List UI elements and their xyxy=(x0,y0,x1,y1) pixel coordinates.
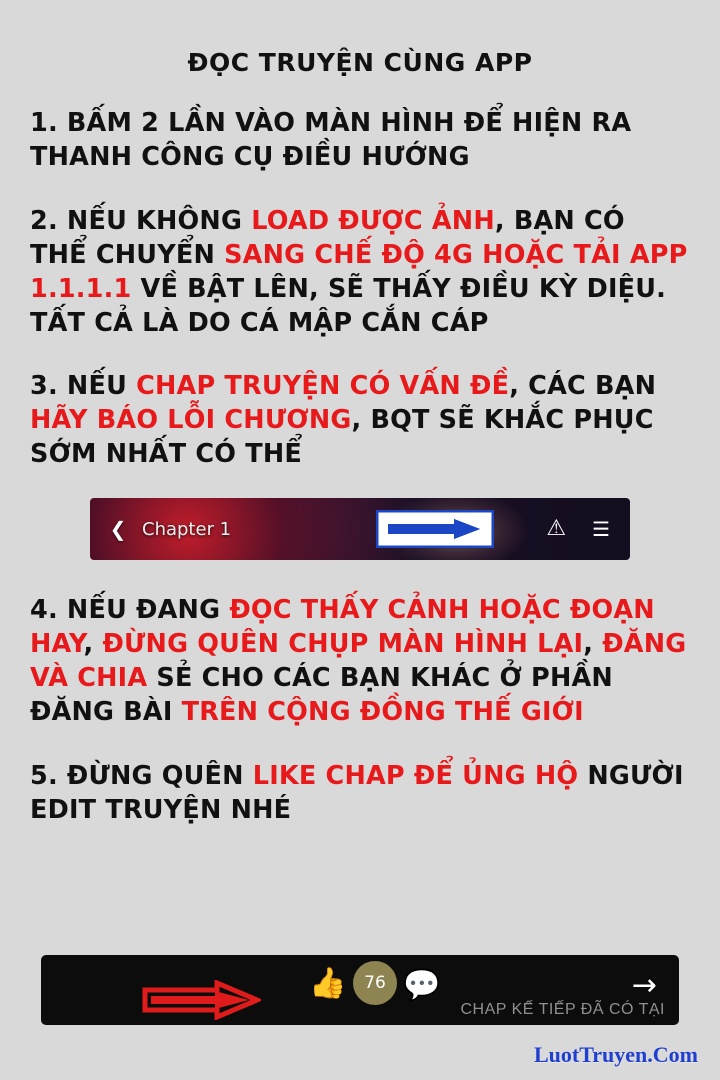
text-segment: ĐỪNG QUÊN CHỤP MÀN HÌNH LẠI xyxy=(102,629,584,660)
text-segment: , CÁC BẠN xyxy=(509,371,657,402)
warning-triangle-icon[interactable]: ⚠ xyxy=(546,516,567,542)
red-pointer-arrow xyxy=(141,980,261,1020)
text-segment: ĐĂNG VÀ CHIA xyxy=(30,629,687,693)
instruction-list-2 xyxy=(0,594,720,827)
text-segment: TRÊN CỘNG ĐỒNG THẾ GIỚI xyxy=(181,696,584,727)
next-chapter-note: CHAP KẾ TIẾP ĐÃ CÓ TẠI xyxy=(460,1001,665,1018)
text-segment: HÃY BÁO LỖI CHƯƠNG xyxy=(30,405,352,436)
thumbs-up-icon[interactable]: 👍 xyxy=(309,966,347,1001)
instruction-item-2 xyxy=(30,205,690,341)
instruction-item-5 xyxy=(30,760,690,828)
text-segment: ĐỌC THẤY CẢNH HOẶC ĐOẠN HAY xyxy=(30,595,655,660)
text-segment: , BQT SẼ KHẮC PHỤC SỚM NHẤT CÓ THỂ xyxy=(30,405,654,470)
chapter-label: Chapter 1 xyxy=(142,518,232,540)
text-segment: NGƯỜI EDIT TRUYỆN NHÉ xyxy=(30,760,684,825)
text-segment: 3. NẾU xyxy=(30,371,137,402)
text-segment: CHAP TRUYỆN CÓ VẤN ĐỀ xyxy=(136,371,510,402)
text-segment: 4. NẾU ĐANG xyxy=(30,595,230,626)
chapter-list-icon[interactable]: ☰ xyxy=(592,517,610,542)
instruction-list xyxy=(0,107,720,472)
bottom-toolbar xyxy=(41,955,679,1025)
arrow-right-icon[interactable]: → xyxy=(631,968,657,1003)
page-title: ĐỌC TRUYỆN CÙNG APP xyxy=(187,48,533,77)
text-segment: SANG CHẾ ĐỘ 4G HOẶC TẢI APP 1.1.1.1 xyxy=(30,239,688,304)
chevron-left-icon[interactable]: ❮ xyxy=(109,517,127,542)
chapter-toolbar xyxy=(90,498,630,560)
text-segment: , xyxy=(83,629,103,660)
instruction-item-1 xyxy=(30,107,690,175)
text-segment: 5. ĐỪNG QUÊN xyxy=(30,760,253,791)
text-segment: , xyxy=(583,629,603,660)
chapter-toolbar-illustration xyxy=(30,498,690,560)
text-segment: LIKE CHAP ĐỂ ỦNG HỘ xyxy=(252,760,579,791)
text-segment: 1. BẤM 2 LẦN VÀO MÀN HÌNH ĐỂ HIỆN RA THANH CÔNG CỤ ĐIỀU HƯỚNG xyxy=(30,108,632,172)
text-segment: 2. NẾU KHÔNG xyxy=(30,205,252,236)
like-count-badge: 76 xyxy=(353,961,397,1005)
blue-pointer-arrow xyxy=(376,510,494,548)
text-segment: SẺ CHO CÁC BẠN KHÁC Ở PHẦN ĐĂNG BÀI xyxy=(30,662,613,727)
site-watermark: LuotTruyen.Com xyxy=(534,1042,698,1067)
text-segment: VỀ BẬT LÊN, SẼ THẤY ĐIỀU KỲ DIỆU. TẤT CẢ LÀ DO CÁ MẬP CẮN CÁP xyxy=(30,273,667,338)
text-segment: , BẠN CÓ THỂ CHUYỂN xyxy=(30,205,625,270)
instruction-item-3 xyxy=(30,370,690,472)
instruction-item-4 xyxy=(30,594,690,730)
comment-bubble-icon[interactable]: 💬 xyxy=(403,968,441,1003)
bottom-toolbar-illustration xyxy=(0,955,720,1025)
text-segment: LOAD ĐƯỢC ẢNH xyxy=(251,205,495,236)
